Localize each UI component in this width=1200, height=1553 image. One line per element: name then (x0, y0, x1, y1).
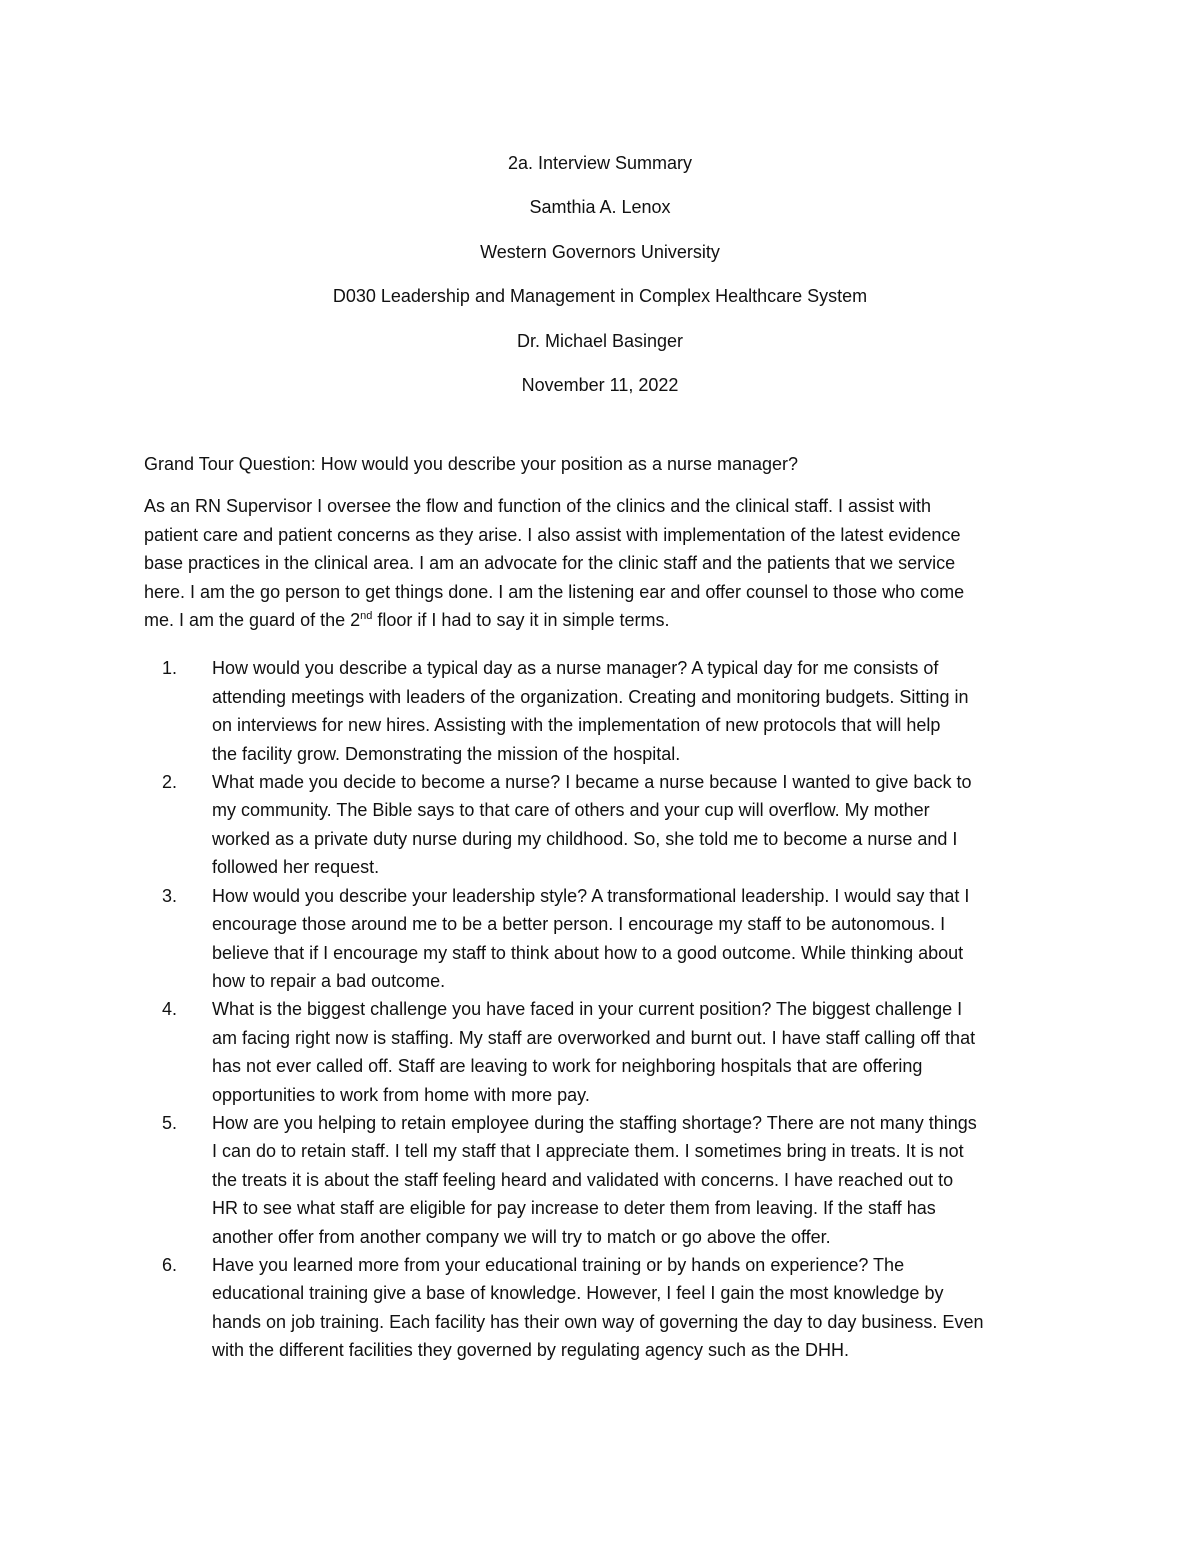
list-item-line: with the different facilities they governed by regulating agency such as the DHH. (212, 1340, 850, 1361)
answer-line: As an RN Supervisor I oversee the flow and function of the clinics and the clinical staff. I assist with (144, 496, 932, 517)
list-item (144, 882, 1059, 996)
document-title: 2a. Interview Summary (507, 153, 693, 173)
list-item-line: worked as a private duty nurse during my childhood. So, she told me to become a nurse and I (212, 828, 958, 849)
list-item-line: opportunities to work from home with more pay. (212, 1084, 590, 1105)
interview-question-list (144, 654, 1059, 1364)
list-item-line: How would you describe a typical day as a nurse manager? A typical day for me consists of (212, 658, 939, 679)
answer-text: me. I am the guard of the 2 (144, 610, 361, 631)
list-item-line: How would you describe your leadership style? A transformational leadership. I would say that I (212, 885, 970, 906)
list-item-line: am facing right now is staffing. My staff are overworked and burnt out. I have staff calling off that (212, 1027, 976, 1048)
list-item-line: encourage those around me to be a better person. I encourage my staff to be autonomous. I (212, 914, 946, 935)
list-item-line: my community. The Bible says to that care of others and your cup will overflow. My mother (212, 800, 930, 821)
list-item-number: 2. (162, 772, 178, 793)
list-item (144, 995, 1059, 1109)
list-item-line: followed her request. (212, 857, 380, 878)
answer-line: patient care and patient concerns as they arise. I also assist with implementation of the latest evidence (144, 524, 961, 545)
title-block (0, 141, 1200, 407)
answer-line: base practices in the clinical area. I am an advocate for the clinic staff and the patients that we service (144, 553, 956, 574)
list-item-number: 6. (162, 1254, 178, 1275)
ordinal-suffix: nd (360, 610, 373, 623)
document-body (144, 450, 1059, 1365)
list-item (144, 654, 1059, 768)
institution-name: Western Governors University (480, 241, 720, 262)
list-item-line: How are you helping to retain employee during the staffing shortage? There are not many things (212, 1112, 977, 1133)
answer-line-last (144, 606, 1059, 634)
list-item-line: on interviews for new hires. Assisting with the implementation of new protocols that will help (212, 715, 941, 736)
list-item (144, 1251, 1059, 1365)
course-name: D030 Leadership and Management in Complex Healthcare System (332, 286, 868, 307)
list-item-line: What is the biggest challenge you have faced in your current position? The biggest challenge I (212, 999, 963, 1020)
list-item-line: another offer from another company we will try to match or go above the offer. (212, 1226, 831, 1247)
list-item-line: educational training give a base of knowledge. However, I feel I gain the most knowledge by (212, 1283, 944, 1304)
list-item-line: hands on job training. Each facility has their own way of governing the day to day business. Even (212, 1311, 984, 1332)
instructor-name: Dr. Michael Basinger (516, 330, 684, 351)
list-item-line: HR to see what staff are eligible for pay increase to deter them from leaving. If the staff has (212, 1198, 936, 1219)
answer-text: floor if I had to say it in simple terms. (372, 610, 670, 631)
list-item-line: how to repair a bad outcome. (212, 970, 446, 991)
list-item-number: 1. (162, 658, 178, 679)
list-item-line: I can do to retain staff. I tell my staff that I appreciate them. I sometimes bring in treats. It is not (212, 1141, 964, 1162)
answer-line: here. I am the go person to get things done. I am the listening ear and offer counsel to those who come (144, 581, 965, 602)
list-item-line: the treats it is about the staff feeling heard and validated with concerns. I have reached out to (212, 1169, 954, 1190)
list-item-line: has not ever called off. Staff are leaving to work for neighboring hospitals that are offering (212, 1056, 923, 1077)
list-item-number: 3. (162, 885, 178, 906)
grand-tour-question: Grand Tour Question: How would you describe your position as a nurse manager? (144, 454, 799, 474)
list-item-number: 4. (162, 999, 178, 1020)
list-item (144, 1109, 1059, 1251)
list-item-line: attending meetings with leaders of the organization. Creating and monitoring budgets. Sitting in (212, 686, 969, 707)
grand-tour-answer (144, 492, 1059, 634)
list-item-line: the facility grow. Demonstrating the mission of the hospital. (212, 743, 681, 764)
document-date: November 11, 2022 (521, 374, 679, 395)
list-item-line: What made you decide to become a nurse? I became a nurse because I wanted to give back to (212, 772, 972, 793)
list-item (144, 768, 1059, 882)
list-item-line: Have you learned more from your educational training or by hands on experience? The (212, 1254, 905, 1275)
list-item-line: believe that if I encourage my staff to think about how to a good outcome. While thinking about (212, 942, 964, 963)
author-name: Samthia A. Lenox (529, 197, 671, 218)
list-item-number: 5. (162, 1112, 178, 1133)
